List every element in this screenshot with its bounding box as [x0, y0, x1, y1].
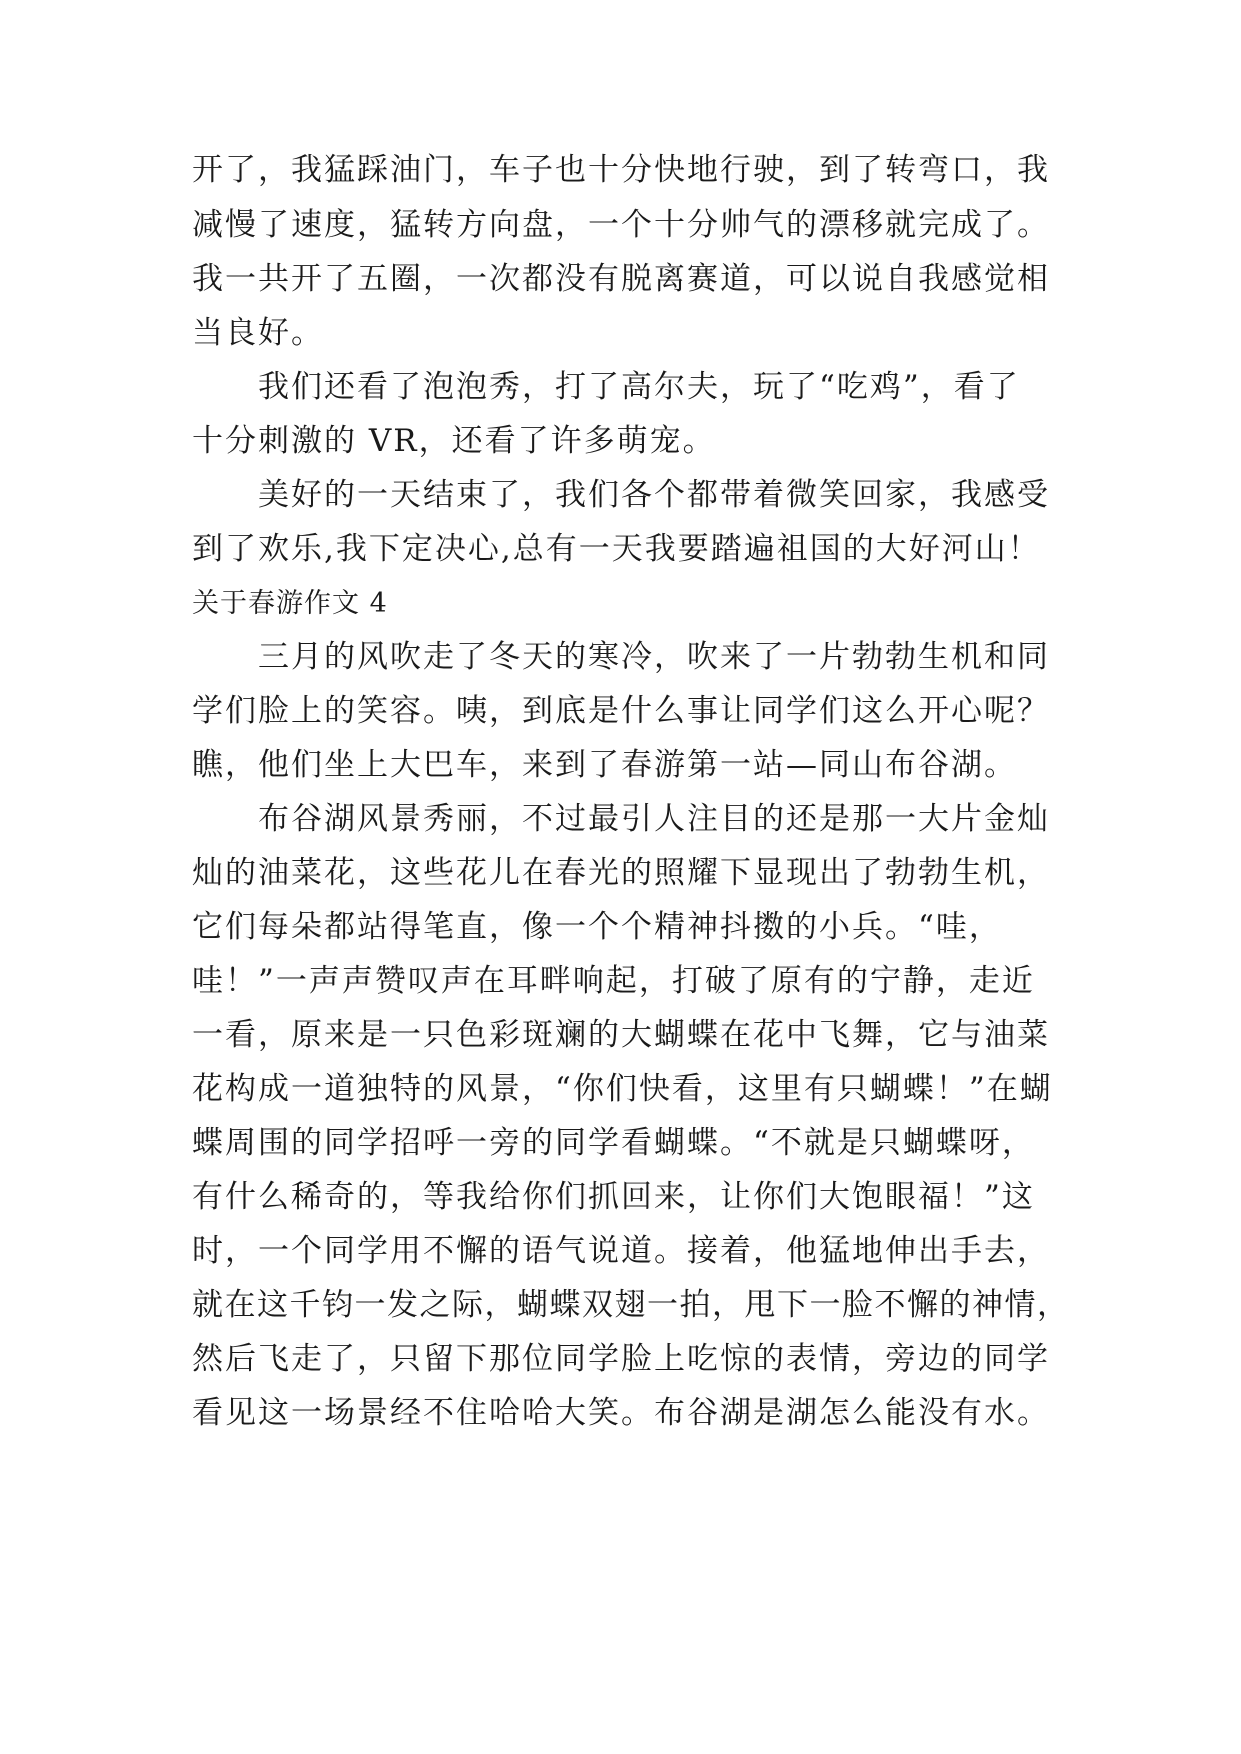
- section-heading: 关于春游作文 4: [192, 588, 388, 619]
- text-line: 减慢了速度，猛转方向盘，一个十分帅气的漂移就完成了。: [192, 207, 1050, 243]
- text-line: 蝶周围的同学招呼一旁的同学看蝴蝶。“不就是只蝴蝶呀，: [192, 1125, 1035, 1161]
- text-line: 有什么稀奇的，等我给你们抓回来，让你们大饱眼福！”这: [192, 1179, 1035, 1215]
- text-line: 学们脸上的笑容。咦，到底是什么事让同学们这么开心呢？: [192, 693, 1050, 729]
- text-line: 到了欢乐,我下定决心,总有一天我要踏遍祖国的大好河山！: [192, 531, 1041, 567]
- text-line: 三月的风吹走了冬天的寒冷，吹来了一片勃勃生机和同: [258, 639, 1050, 675]
- text-line: 美好的一天结束了，我们各个都带着微笑回家，我感受: [258, 477, 1050, 513]
- text-line: 时，一个同学用不懈的语气说道。接着，他猛地伸出手去，: [192, 1233, 1050, 1269]
- text-line: 当良好。: [192, 315, 324, 351]
- text-line: 就在这千钧一发之际，蝴蝶双翅一拍，甩下一脸不懈的神情，: [192, 1287, 1070, 1323]
- text-line: 灿的油菜花，这些花儿在春光的照耀下显现出了勃勃生机，: [192, 855, 1050, 891]
- text-line: 看见这一场景经不住哈哈大笑。布谷湖是湖怎么能没有水。: [192, 1395, 1050, 1431]
- text-line: 花构成一道独特的风景，“你们快看，这里有只蝴蝶！”在蝴: [192, 1071, 1053, 1107]
- text-line: 它们每朵都站得笔直，像一个个精神抖擞的小兵。“哇，: [192, 909, 1002, 945]
- text-line: 开了，我猛踩油门，车子也十分快地行驶，到了转弯口，我: [192, 152, 1050, 188]
- text-line: 然后飞走了，只留下那位同学脸上吃惊的表情，旁边的同学: [192, 1341, 1050, 1377]
- text-line: 我们还看了泡泡秀，打了高尔夫，玩了“吃鸡”，看了: [258, 369, 1020, 405]
- text-line: 哇！”一声声赞叹声在耳畔响起，打破了原有的宁静，走近: [192, 963, 1035, 999]
- text-line: 瞧，他们坐上大巴车，来到了春游第一站—同山布谷湖。: [192, 747, 1017, 783]
- text-line: 十分刺激的 VR，还看了许多萌宠。: [192, 423, 716, 459]
- text-line: 布谷湖风景秀丽，不过最引人注目的还是那一大片金灿: [258, 801, 1050, 837]
- text-line: 一看，原来是一只色彩斑斓的大蝴蝶在花中飞舞，它与油菜: [192, 1017, 1050, 1053]
- text-line: 我一共开了五圈，一次都没有脱离赛道，可以说自我感觉相: [192, 261, 1050, 297]
